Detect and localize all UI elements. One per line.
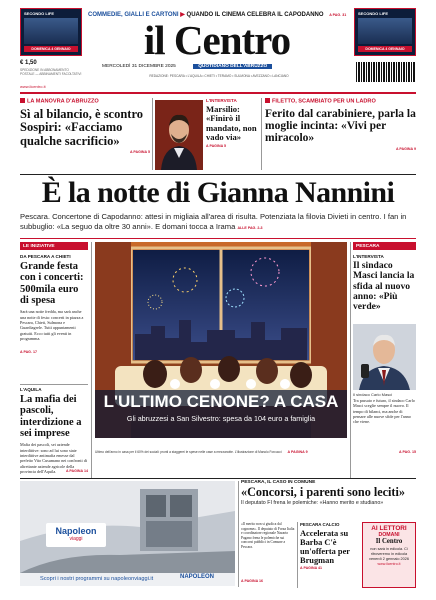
- ad-logo: NAPOLEON: [180, 574, 215, 580]
- logo[interactable]: il Centro: [143, 17, 291, 63]
- column-divider: [297, 522, 298, 588]
- ad-sub: viaggi: [69, 536, 83, 542]
- issue-date: MERCOLEDÌ 31 DICEMBRE 2025: [102, 64, 176, 69]
- right-story-body: [353, 398, 416, 460]
- page-ref: ALLE PAG. 2-3: [237, 226, 263, 230]
- top-story-manovra[interactable]: [20, 98, 150, 170]
- subhead: Il deputato FI frena le polemiche: «Hanno merito e studiano»: [241, 500, 384, 507]
- kicker-square-icon: [20, 98, 25, 103]
- portrait-illustration: [155, 100, 203, 170]
- kicker-square-icon: [265, 98, 270, 103]
- page-ref: A PAG. 15: [399, 450, 416, 454]
- headline: Ferito dal carabiniere, parla la moglie incinta: «Vivi per miracolo»: [265, 107, 416, 145]
- section-tag-pescara: PESCARA: [353, 242, 416, 250]
- column-divider: [350, 242, 351, 478]
- portrait-illustration: [353, 324, 416, 390]
- headline: «Concorsi, i parenti sono leciti»: [241, 485, 405, 499]
- kicker-text: PESCARA CALCIO: [300, 522, 340, 527]
- photo-caption-row: [95, 440, 347, 452]
- column-divider: [152, 98, 153, 170]
- promo-sub: DOMENICA 4 GENNAIO: [358, 46, 412, 52]
- summary-text: Pescara. Concertone di Capodanno: attesi in migliaia all'area di risulta. Potenziata la filovia Divieti in centro. I fan in subbuglio: «La seguo da oltre 30 anni». E domani tocca a Irama: [20, 212, 407, 231]
- napoleon-ad[interactable]: [20, 481, 235, 586]
- page-ref: A PAGINA 9: [287, 450, 308, 454]
- kicker-text: L'AQUILA: [20, 387, 42, 392]
- price: € 1,50: [20, 60, 37, 66]
- kicker: [20, 98, 150, 105]
- page-ref: A PAGINA 9: [395, 146, 416, 151]
- promo-photo: [358, 18, 412, 44]
- ad-footer[interactable]: Scopri i nostri programmi su napoleonviaggi.it: [40, 576, 154, 582]
- lettori-sub: DOMANI: [378, 532, 400, 538]
- kicker-text: PESCARA, IL CASO IN COMUNE: [241, 480, 316, 485]
- concorsi-body: [241, 522, 295, 588]
- ad-brand-block: [46, 523, 106, 547]
- section-rule: [20, 238, 416, 239]
- top-story-marsilio[interactable]: [206, 98, 258, 170]
- column-divider: [261, 98, 262, 170]
- lettori-brand: Il Centro: [375, 538, 403, 545]
- page-ref: A PAGINA 14: [65, 469, 88, 474]
- cenone-illustration[interactable]: [95, 242, 347, 438]
- masci-caption: Il sindaco Carlo Masci: [353, 392, 393, 397]
- column-divider: [91, 242, 92, 478]
- kicker-text: LA MANOVRA D'ABRUZZO: [27, 98, 99, 105]
- column-divider: [238, 481, 239, 587]
- website-url[interactable]: www.ilcentro.it: [20, 84, 46, 89]
- body-text: «Il merito non si giudica dal cognome». Il deputato di Forza Italia e coordinatore regionale Nazario Pagano frena le polemiche sui concorsi pubblici in Comune a Pescara.: [241, 522, 295, 549]
- promo-photo: [24, 18, 78, 44]
- main-headline[interactable]: È la notte di Gianna Nannini: [41, 176, 395, 209]
- marsilio-photo: [155, 100, 203, 170]
- page-ref: A PAGINA 5: [206, 144, 227, 149]
- masthead-rule: [20, 92, 416, 94]
- strap-page: A PAG. 31: [329, 13, 347, 17]
- top-story-filetto[interactable]: [265, 98, 416, 170]
- promo-sub: DOMENICA 4 GENNAIO: [24, 46, 78, 52]
- promo-box-left[interactable]: [20, 8, 82, 56]
- page-ref: A PAGINA 41: [300, 566, 323, 571]
- masthead-addresses: REDAZIONE: PESCARA • L'AQUILA • CHIETI • TERAMO • SULMONA • AVEZZANO • LANCIANO: [149, 74, 289, 78]
- promo-label: SECONDO LIFE: [24, 11, 55, 16]
- kicker-text: DA PESCARA A CHIETI: [20, 254, 71, 259]
- price-notes: SPEDIZIONE IN ABBONAMENTO POSTALE — ABBINAMENTI FACOLTATIVI: [20, 68, 82, 76]
- section-tag-iniziative: LE INIZIATIVE: [20, 242, 88, 250]
- headline: Accelerata su Barba C'è un'offerta per Brugman: [300, 529, 350, 566]
- main-summary: [20, 212, 416, 234]
- kicker-text: L'INTERVISTA: [206, 98, 237, 103]
- strap-left: COMMEDIE, GIALLI E CARTONI: [88, 12, 179, 18]
- barcode: [356, 62, 416, 82]
- strap-arrow-icon: ▶: [180, 12, 185, 18]
- masci-photo: [353, 324, 416, 390]
- photo-caption: Ultimo dell'anno in casa per il 60% dei sociali: pronti a staggerei le spese nelle case a mezzanotte. L'illustrazione di Manolo Forcucci: [95, 450, 282, 454]
- page-ref: A PAGINA 16: [241, 579, 264, 583]
- headline: Il sindaco Masci lancia la sfida al nuovo anno: «Più verde»: [353, 260, 415, 313]
- photo-subhead: Gli abruzzesi a San Silvestro: spesa da 104 euro a famiglia: [126, 414, 316, 423]
- headline: La mafia dei pascoli, interdizione a sei imprese: [20, 394, 82, 439]
- section-rule: [20, 384, 88, 385]
- body-text: Tra passato e futuro, il sindaco Carlo Masci sceglie sempre il nuovo. Il tempo di bilanci, ma anche di pensare alle nuove sfide per l'anno che viene.: [353, 398, 415, 425]
- masthead-dateline: [88, 64, 350, 72]
- lettori-site: www.ilcentro.it: [377, 562, 401, 567]
- headline: Marsilio: «Finirò il mandato, non vado via»: [206, 104, 257, 142]
- calcio-story[interactable]: [300, 522, 358, 588]
- kicker-text: L'INTERVISTA: [353, 254, 384, 259]
- promo-box-right[interactable]: [354, 8, 416, 56]
- ad-brand: Napoleon: [55, 526, 97, 536]
- section-rule: [20, 478, 416, 479]
- left-story-concerti[interactable]: [20, 254, 88, 382]
- page-ref: A PAGINA 5: [129, 150, 150, 154]
- body-text: Sarà una notte fredda, ma sarà anche una notte di festa: concerti in piazza a Pescara, Chieti, Sulmona e Guardiagrele. Tutti appuntamenti gratuiti. Ecco tutti gli eventi in programma.: [20, 309, 84, 341]
- right-story-masci[interactable]: [353, 254, 416, 324]
- kicker-text: FILETTO, SCAMBIATO PER UN LADRO: [272, 98, 376, 105]
- lettori-text: non sarà in edicola. Ci ritroveremo in edicola venerdì 2 gennaio 2026: [369, 547, 409, 561]
- lettori-notice[interactable]: [362, 522, 416, 588]
- left-story-mafia[interactable]: [20, 387, 88, 477]
- body-text: Mafia dei pascoli, sei aziende interdittive: sono ad lui sono state interdittive antimafia emesse dal prefetto Vito Cusumano nei confronti di altrettante aziende agricole della provincia dell'Aquila.: [20, 442, 88, 474]
- tagline: QUOTIDIANO DELL'ABRUZZO: [193, 64, 272, 69]
- strap-right: QUANDO IL CINEMA CELEBRA IL CAPODANNO: [186, 12, 324, 18]
- promo-label: SECONDO LIFE: [358, 11, 389, 16]
- headline: Sì al bilancio, è scontro Sospiri: «Facciamo qualche sacrificio»: [20, 106, 144, 148]
- lettori-title: AI LETTORI: [371, 525, 407, 532]
- kicker: [265, 98, 416, 105]
- section-rule: [20, 174, 416, 175]
- page-ref: A PAG. 17: [20, 350, 37, 355]
- bottom-story-concorsi[interactable]: [241, 480, 416, 520]
- photo-headline: L'ULTIMO CENONE? A CASA: [103, 392, 339, 411]
- headline: Grande festa con i concerti: 500mila euro di spesa: [20, 261, 84, 306]
